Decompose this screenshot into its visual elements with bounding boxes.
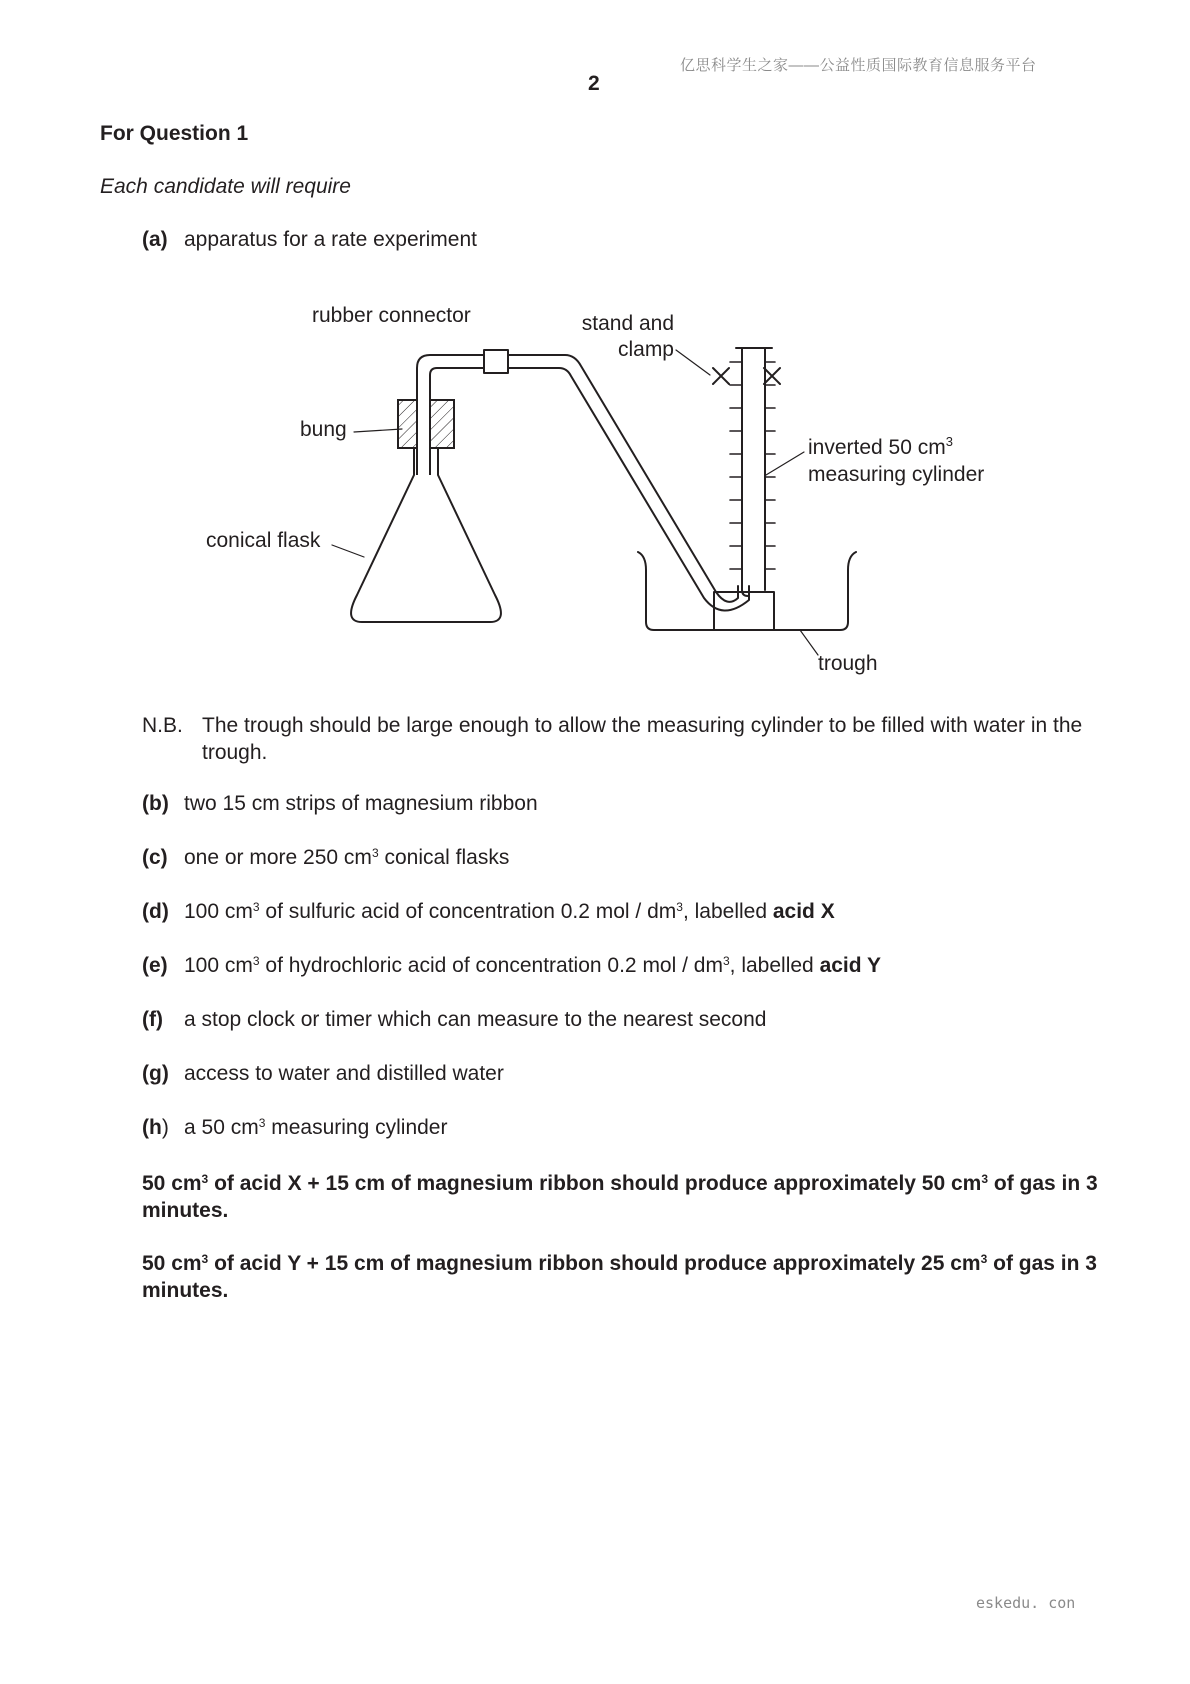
watermark-text: 亿思科学生之家——公益性质国际教育信息服务平台 <box>680 57 1037 74</box>
item-b-label: (b) <box>142 792 169 815</box>
item-c-text: one or more 250 $cm^3$ conical flasks <box>184 846 510 869</box>
item-f-label: (f) <box>142 1008 163 1031</box>
item-a-text: apparatus for a rate experiment <box>184 228 477 251</box>
label-rubber-connector: rubber connector <box>312 304 471 327</box>
item-e-text: 100 $cm^3$ of hydrochloric acid of concentration 0.2 mol / $dm^3$, labelled acid Y <box>184 954 882 977</box>
label-inverted-50: inverted 50 cm <box>808 436 946 459</box>
item-d-text: 100 $cm^3$ of sulfuric acid of concentration 0.2 mol / $dm^3$, labelled acid X <box>184 900 835 923</box>
label-inverted-cubed: 3 <box>945 434 953 449</box>
nb-note <box>142 712 1102 766</box>
item-f <box>142 1008 766 1032</box>
item-b-text: two 15 cm strips of magnesium ribbon <box>184 792 538 815</box>
item-g <box>142 1062 504 1086</box>
label-inverted-cylinder <box>808 434 953 459</box>
item-g-text: access to water and distilled water <box>184 1062 504 1085</box>
label-measuring-cylinder: measuring cylinder <box>808 463 985 486</box>
item-h-label: (h) <box>142 1116 169 1139</box>
label-stand-and: stand and <box>581 312 674 335</box>
delivery-tube-shape <box>417 355 738 602</box>
item-c-label: (c) <box>142 846 168 869</box>
apparatus-diagram <box>0 0 1190 690</box>
statement-acid-x: 50 $cm^3$ of acid X + 15 cm of magnesium ribbon should produce approximately 50 $cm^3$ of gas in 3 minutes. <box>142 1172 1098 1222</box>
clamp-cross-right <box>764 368 780 384</box>
footer-text: eskedu. con <box>976 1594 1076 1612</box>
section-heading: For Question 1 <box>100 122 249 145</box>
item-g-label: (g) <box>142 1062 169 1085</box>
item-h <box>142 1116 447 1140</box>
item-a-label: (a) <box>142 228 168 251</box>
item-f-text: a stop clock or timer which can measure to the nearest second <box>184 1008 767 1031</box>
page-number: 2 <box>588 72 600 95</box>
item-h-text: a 50 $cm^3$ measuring cylinder <box>184 1116 448 1139</box>
item-e <box>142 954 881 978</box>
clamp-cross-left <box>713 368 729 384</box>
item-b <box>142 792 538 816</box>
label-conical-flask: conical flask <box>206 529 321 552</box>
label-trough: trough <box>818 652 878 675</box>
item-d-label: (d) <box>142 900 169 923</box>
conical-flask-shape <box>351 448 501 622</box>
nb-label: N.B. <box>142 714 183 737</box>
nb-text: The trough should be large enough to allow the measuring cylinder to be filled with water in the trough. <box>202 714 1083 764</box>
statement-acid-y: 50 $cm^3$ of acid Y + 15 cm of magnesium ribbon should produce approximately 25 $cm^3$ of gas in 3 minutes. <box>142 1252 1097 1302</box>
label-clamp: clamp <box>617 338 674 361</box>
item-c <box>142 846 509 870</box>
item-e-label: (e) <box>142 954 168 977</box>
cylinder-graduations <box>730 362 775 569</box>
item-d <box>142 900 835 924</box>
intro-text: Each candidate will require <box>100 175 351 198</box>
label-bung: bung <box>300 418 347 441</box>
rubber-connector-shape <box>484 350 508 373</box>
